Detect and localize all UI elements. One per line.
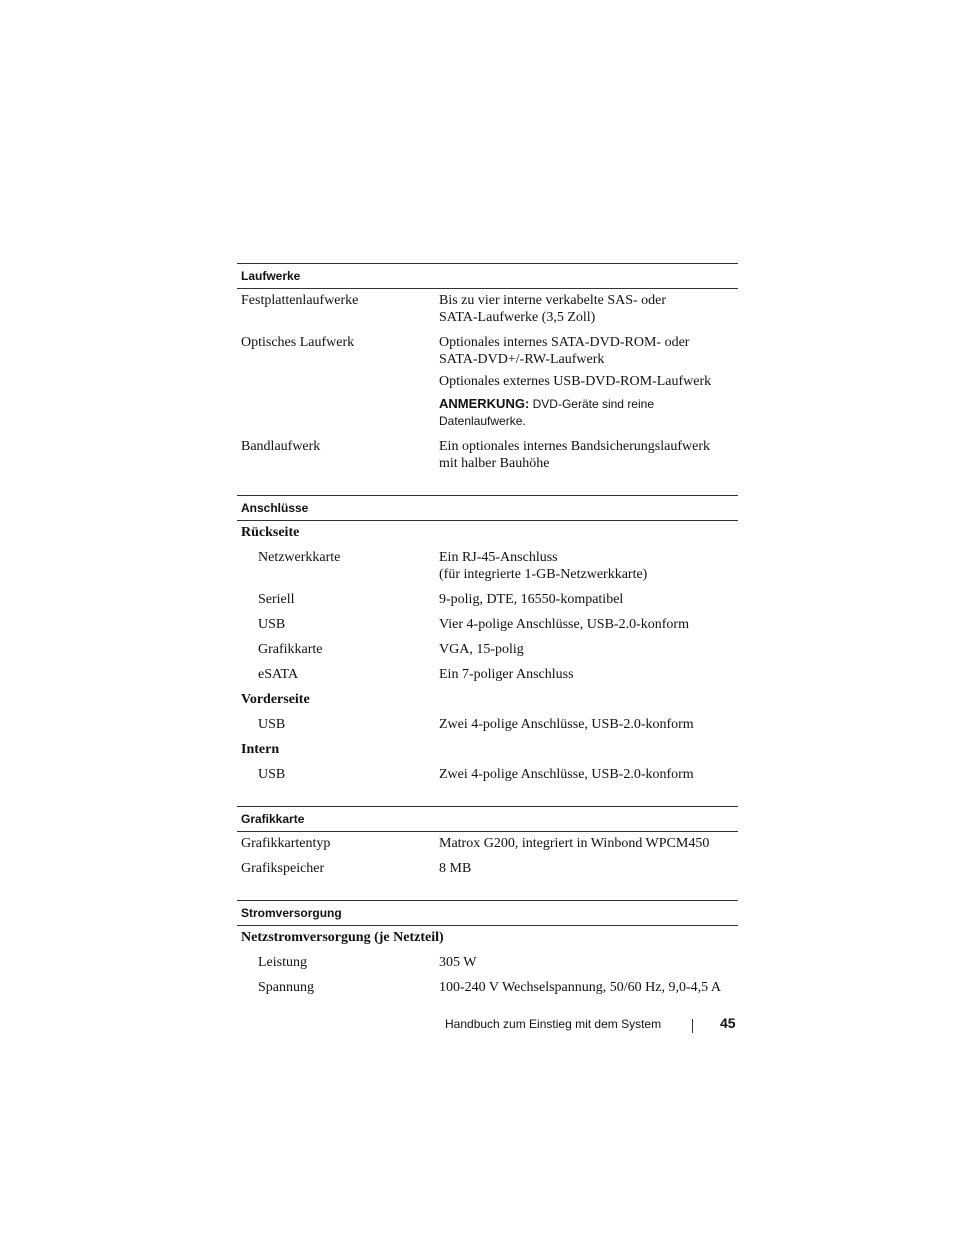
subheading-rueckseite: Rückseite xyxy=(241,525,300,540)
row-label: Seriell xyxy=(258,592,295,607)
value-line: Ein RJ-45-Anschluss xyxy=(439,550,558,565)
page-footer xyxy=(0,1015,954,1035)
row-label: USB xyxy=(258,617,286,632)
row-value: 9-polig, DTE, 16550-kompatibel xyxy=(439,592,624,607)
row-value: Ein 7-poliger Anschluss xyxy=(439,667,574,682)
table-row xyxy=(237,857,738,882)
row-label: Festplattenlaufwerke xyxy=(241,293,359,308)
table-row xyxy=(237,976,738,1001)
table-row xyxy=(237,951,738,976)
table-row xyxy=(237,289,738,331)
row-label: USB xyxy=(258,717,286,732)
section-heading-grafikkarte: Grafikkarte xyxy=(237,806,738,832)
section-heading-anschluesse: Anschlüsse xyxy=(237,495,738,521)
row-label: Bandlaufwerk xyxy=(241,439,321,454)
empty-label xyxy=(237,395,439,430)
row-value: Matrox G200, integriert in Winbond WPCM450 xyxy=(439,836,710,851)
row-value xyxy=(439,334,738,368)
row-label: Spannung xyxy=(258,980,314,995)
note xyxy=(439,395,654,430)
section-gap xyxy=(237,788,738,806)
table-row xyxy=(237,435,738,477)
row-value: Zwei 4-polige Anschlüsse, USB-2.0-konform xyxy=(439,717,694,732)
row-label: eSATA xyxy=(258,667,299,682)
row-value: VGA, 15-polig xyxy=(439,642,524,657)
note-text: Datenlaufwerke. xyxy=(439,414,526,428)
row-value: 8 MB xyxy=(439,861,472,876)
footer-separator xyxy=(692,1019,693,1033)
subheading-vorderseite: Vorderseite xyxy=(241,692,310,707)
value-line: (für integrierte 1-GB-Netzwerkkarte) xyxy=(439,567,648,582)
table-row xyxy=(237,546,738,588)
table-row xyxy=(237,613,738,638)
table-row xyxy=(237,663,738,688)
note-row xyxy=(237,395,738,435)
row-value: Optionales externes USB-DVD-ROM-Laufwerk xyxy=(439,374,712,389)
table-row xyxy=(237,832,738,857)
section-heading-laufwerke: Laufwerke xyxy=(237,263,738,289)
table-row xyxy=(237,588,738,613)
row-label: Grafikkarte xyxy=(258,642,323,657)
section-heading-stromversorgung: Stromversorgung xyxy=(237,900,738,926)
footer-title: Handbuch zum Einstieg mit dem System xyxy=(445,1017,662,1031)
subheading-netzstromversorgung: Netzstromversorgung (je Netzteil) xyxy=(241,930,444,945)
value-line: SATA-DVD+/-RW-Laufwerk xyxy=(439,352,605,367)
table-row xyxy=(237,713,738,738)
row-value: 305 W xyxy=(439,955,477,970)
table-row xyxy=(237,763,738,788)
empty-label xyxy=(237,373,439,390)
table-row xyxy=(237,373,738,395)
spec-table xyxy=(237,263,738,1001)
table-row xyxy=(237,331,738,373)
row-value xyxy=(439,549,738,583)
table-row xyxy=(237,638,738,663)
value-line: mit halber Bauhöhe xyxy=(439,456,550,471)
value-line: SATA-Laufwerke (3,5 Zoll) xyxy=(439,310,596,325)
value-line: Bis zu vier interne verkabelte SAS- oder xyxy=(439,293,667,308)
subheading-intern: Intern xyxy=(241,742,280,757)
note-label: ANMERKUNG: xyxy=(439,396,530,411)
row-label: USB xyxy=(258,767,286,782)
row-value: 100-240 V Wechselspannung, 50/60 Hz, 9,0-4,5 A xyxy=(439,980,721,995)
value-line: Ein optionales internes Bandsicherungslaufwerk xyxy=(439,439,710,454)
section-gap xyxy=(237,882,738,900)
row-label: Grafikspeicher xyxy=(241,861,325,876)
row-label: Grafikkartentyp xyxy=(241,836,331,851)
note-text: DVD-Geräte sind reine xyxy=(529,397,654,411)
row-label: Netzwerkkarte xyxy=(258,550,341,565)
row-label: Leistung xyxy=(258,955,307,970)
row-label: Optisches Laufwerk xyxy=(241,335,355,350)
row-value: Zwei 4-polige Anschlüsse, USB-2.0-konform xyxy=(439,767,694,782)
page-number: 45 xyxy=(720,1015,736,1031)
row-value: Vier 4-polige Anschlüsse, USB-2.0-konform xyxy=(439,617,689,632)
row-value xyxy=(439,292,738,326)
value-line: Optionales internes SATA-DVD-ROM- oder xyxy=(439,335,690,350)
row-value xyxy=(439,438,738,472)
section-gap xyxy=(237,477,738,495)
